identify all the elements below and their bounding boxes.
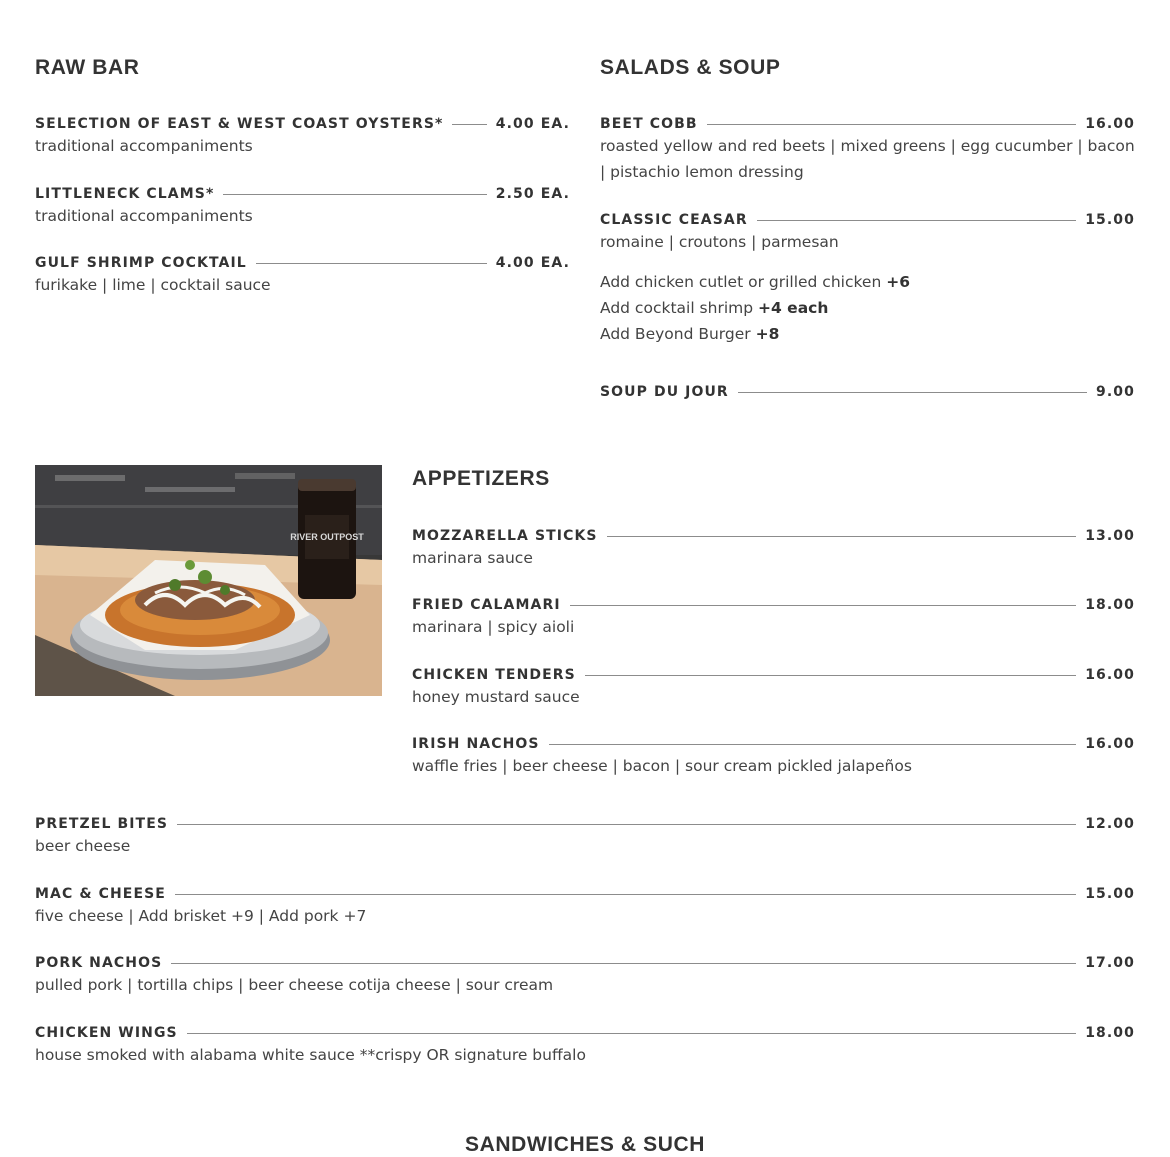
item-description: traditional accompaniments — [35, 137, 253, 155]
leader-line — [585, 675, 1076, 676]
item-price: 18.00 — [1085, 1025, 1135, 1041]
section-title-raw-bar: RAW BAR — [35, 56, 140, 79]
item-description: marinara sauce — [412, 549, 533, 567]
item-description: marinara | spicy aioli — [412, 618, 575, 636]
addon-price: +4 each — [758, 299, 829, 317]
leader-line — [452, 124, 486, 125]
leader-line — [607, 536, 1077, 537]
item-name: BEET COBB — [600, 116, 698, 132]
menu-item-clams — [35, 186, 570, 229]
item-name: PRETZEL BITES — [35, 816, 169, 832]
item-name: FRIED CALAMARI — [412, 597, 561, 613]
leader-line — [175, 894, 1076, 895]
menu-item-chicken-wings — [35, 1025, 1135, 1068]
menu-item-fried-calamari — [412, 597, 1135, 640]
section-title-sandwiches: SANDWICHES & SUCH — [464, 1133, 706, 1156]
addon-price: +8 — [755, 325, 780, 343]
food-photo-illustration — [35, 465, 382, 696]
item-price: 15.00 — [1085, 212, 1135, 228]
addon-text: Add chicken cutlet or grilled chicken — [600, 273, 882, 291]
item-name: SELECTION OF EAST & WEST COAST OYSTERS* — [35, 116, 444, 132]
leader-line — [757, 220, 1077, 221]
item-price: 16.00 — [1085, 116, 1135, 132]
item-name: LITTLENECK CLAMS* — [35, 186, 215, 202]
item-name: SOUP DU JOUR — [600, 384, 729, 400]
menu-item-mozzarella-sticks — [412, 528, 1135, 571]
menu-item-soup-du-jour — [600, 384, 1135, 400]
item-price: 16.00 — [1085, 736, 1135, 752]
item-price: 18.00 — [1085, 597, 1135, 613]
item-description: honey mustard sauce — [412, 688, 580, 706]
menu-item-pork-nachos — [35, 955, 1135, 998]
menu-item-classic-ceasar — [600, 212, 1135, 255]
menu-item-irish-nachos — [412, 736, 1135, 779]
menu-item-chicken-tenders — [412, 667, 1135, 710]
item-name: IRISH NACHOS — [412, 736, 540, 752]
leader-line — [177, 824, 1076, 825]
addon-price: +6 — [886, 273, 910, 291]
leader-line — [171, 963, 1076, 964]
item-description: furikake | lime | cocktail sauce — [35, 276, 271, 294]
item-price: 15.00 — [1085, 886, 1135, 902]
item-name: MOZZARELLA STICKS — [412, 528, 598, 544]
addon-shrimp — [600, 299, 828, 317]
menu-item-mac-cheese — [35, 886, 1135, 929]
item-name: MAC & CHEESE — [35, 886, 166, 902]
item-description: five cheese | Add brisket +9 | Add pork +7 — [35, 907, 367, 925]
addon-text: Add Beyond Burger — [600, 325, 751, 343]
section-title-appetizers: APPETIZERS — [412, 467, 550, 490]
item-price: 16.00 — [1085, 667, 1135, 683]
item-description: house smoked with alabama white sauce **crispy OR signature buffalo — [35, 1046, 586, 1064]
item-name: PORK NACHOS — [35, 955, 163, 971]
item-price: 4.00 EA. — [495, 116, 570, 132]
item-name: CLASSIC CEASAR — [600, 212, 748, 228]
addon-chicken — [600, 273, 910, 291]
leader-line — [707, 124, 1077, 125]
leader-line — [256, 263, 487, 264]
item-name: GULF SHRIMP COCKTAIL — [35, 255, 247, 271]
item-description: waffle fries | beer cheese | bacon | sour cream pickled jalapeños — [412, 757, 912, 775]
menu-item-pretzel-bites — [35, 816, 1135, 859]
leader-line — [570, 605, 1077, 606]
item-price: 17.00 — [1085, 955, 1135, 971]
menu-item-oysters — [35, 116, 570, 159]
leader-line — [738, 392, 1087, 393]
leader-line — [549, 744, 1077, 745]
item-description: traditional accompaniments — [35, 207, 253, 225]
leader-line — [223, 194, 486, 195]
addon-beyond-burger — [600, 325, 779, 343]
item-description: beer cheese — [35, 837, 131, 855]
leader-line — [187, 1033, 1076, 1034]
item-price: 12.00 — [1085, 816, 1135, 832]
section-title-salads-soup: SALADS & SOUP — [600, 56, 781, 79]
item-price: 13.00 — [1085, 528, 1135, 544]
item-name: CHICKEN TENDERS — [412, 667, 576, 683]
item-price: 9.00 — [1096, 384, 1135, 400]
item-price: 2.50 EA. — [495, 186, 570, 202]
item-price: 4.00 EA. — [495, 255, 570, 271]
addon-text: Add cocktail shrimp — [600, 299, 754, 317]
menu-item-beet-cobb — [600, 116, 1135, 185]
item-name: CHICKEN WINGS — [35, 1025, 178, 1041]
item-description: roasted yellow and red beets | mixed greens | egg cucumber | bacon | pistachio lemon dressing — [600, 137, 1135, 181]
menu-item-shrimp-cocktail — [35, 255, 570, 298]
food-photo — [35, 465, 382, 696]
item-description: pulled pork | tortilla chips | beer cheese cotija cheese | sour cream — [35, 976, 554, 994]
glass-logo: RIVER OUTPOST — [290, 532, 364, 542]
item-description: romaine | croutons | parmesan — [600, 233, 839, 251]
